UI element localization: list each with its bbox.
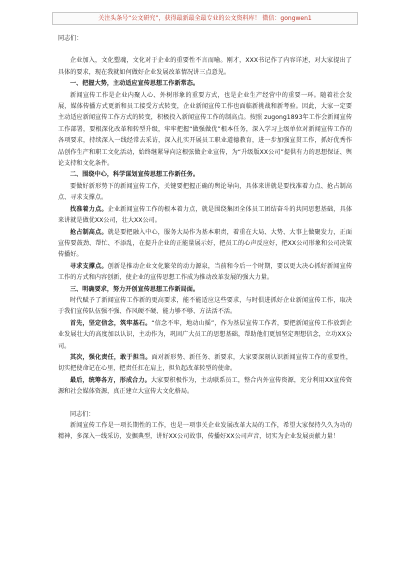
section-heading-1: 一、把握大势，主动适应宣传思想工作新常态。 bbox=[70, 80, 200, 88]
section-2-paragraph: 要做好新形势下的新闻宣传工作，关键要把握正确的舆论导向，具体来讲就是要找准着力点、抢占制高点、寻求支撑点。 bbox=[58, 182, 352, 202]
document-body bbox=[58, 33, 352, 443]
section-2-point-3 bbox=[58, 261, 352, 284]
point-text: 创新是推动企业文化繁荣的动力源泉，当前和今后一个时期，要以更大决心抓好新闻宣传工作的方式和内容创新，使企业的宣传思想工作成为推动改革发展的强大力量。 bbox=[58, 262, 352, 282]
spacer bbox=[58, 44, 352, 55]
point-lead: 其次，强化责任，敢于担当。 bbox=[70, 353, 152, 361]
point-lead: 寻求支撑点。 bbox=[70, 262, 108, 270]
greeting: 同志们： bbox=[58, 35, 83, 42]
section-3-point-2 bbox=[58, 352, 352, 375]
section-heading-3: 三、明确要求，努力开创宣传思想工作新局面。 bbox=[70, 285, 200, 293]
closing-paragraph: 新闻宣传工作是一项长期性的工作，也是一项事关企业发展改革大局的工作，希望大家保持久久为功的精神，多深入一线采访，发掘典型，讲好XX公司故事，传播好XX公司声音，切实为企业发展贡献力量！ bbox=[58, 422, 352, 441]
section-3-point-1 bbox=[58, 318, 352, 352]
point-lead: 首先，坚定信念，筑牢基石。 bbox=[70, 319, 152, 327]
section-2-point-2 bbox=[58, 227, 352, 261]
point-text: “信念不牢，地动山摇”，作为基层宣传工作者，要把新闻宣传工作放到企业发展壮大的高度加以认识，主动作为，巩固广大员工的思想基础，帮助他们更加坚定理想信念，立功XX公司。 bbox=[58, 319, 352, 350]
section-heading-2: 二、围绕中心，科学谋划宣传思想工作新任务。 bbox=[70, 171, 200, 179]
top-banner: 关注头条号“公文研究”，获得最新最全最专业的公文资料库！ 微信：gongwen1 bbox=[52, 12, 358, 25]
point-text: 大家要积极作为，主动联系员工，整合内外宣传资源，充分利用XX宣传资源和社会媒体资源，真正建立大宣传大文化格局。 bbox=[58, 376, 353, 396]
section-1-paragraph: 新闻宣传工作是企业内聚人心、外树形象的重要方式，也是企业生产经营中的重要一环。随着社会发展，媒体传播方式更新和员工接受方式转变，企业新闻宣传工作也面临新挑战和新考验。因此，大家一定要主动适应新闻宣传工作方式的转变，积极投入新闻宣传工作的制高点。按照 zugong1893年工作会新闻宣传工作部署，要根深化改革和转型升级，牢牢把握“做强做优”根本任务，深入学习上级单位对新闻宣传工作的各项要求，持续深入一线经常去采访，深入扎实开展员工职业道德教育，进一步加强宣贯工作，抓好优秀作品创作生产和职工文化活动，始终继紧导向这根弦做企业宣传，为“升级版XX公司”提供有力的思想保证、舆论支持和文化条件。 bbox=[58, 91, 352, 168]
closing-greeting: 同志们： bbox=[70, 410, 95, 418]
point-text: 就是要把融入中心，服务大局作为基本职责，着重在大局、大势、大事上做聚发力，正面宣传要鼓劲、帮忙、不添乱，在提升企业的正能量展示好，把员工的心声反应好，把XX公司形象和公司决策传播好。 bbox=[58, 228, 352, 259]
section-3-paragraph: 时代赋予了新闻宣传工作新的更高要求，能不能适应这些要求，与时俱进抓好企业新闻宣传工作，取决于我们宣传队伍强不强、作风硬不硬、能力够不够、方法活不活。 bbox=[58, 296, 352, 316]
point-lead: 抢占制高点。 bbox=[70, 228, 108, 236]
point-text: 企业新闻宣传工作的根本着力点，就是围绕集团全体员工团结奋斗的共同思想基础，具体来讲就是做优XX公司，壮大XX公司。 bbox=[58, 205, 352, 225]
spacer bbox=[58, 398, 352, 409]
section-2-point-1 bbox=[58, 204, 352, 227]
point-text: 面对新形势、新任务、新要求，大家要深刻认识新闻宣传工作的重要性，切实把使命记在心里，把责任扛在肩上，担负起改革转型的使命。 bbox=[58, 353, 352, 373]
point-lead: 最后，统筹各方，形成合力。 bbox=[70, 376, 151, 384]
intro-paragraph: 企业加入，文化塑魂，文化对于企业的重要性不言而喻。刚才，XXX书记作了内容详述，对大家提出了具体的要求，现在我就如何做好企业发展改革情况讲三点意见。 bbox=[58, 57, 352, 76]
point-lead: 找准着力点。 bbox=[70, 205, 108, 213]
section-3-point-3 bbox=[58, 375, 352, 398]
